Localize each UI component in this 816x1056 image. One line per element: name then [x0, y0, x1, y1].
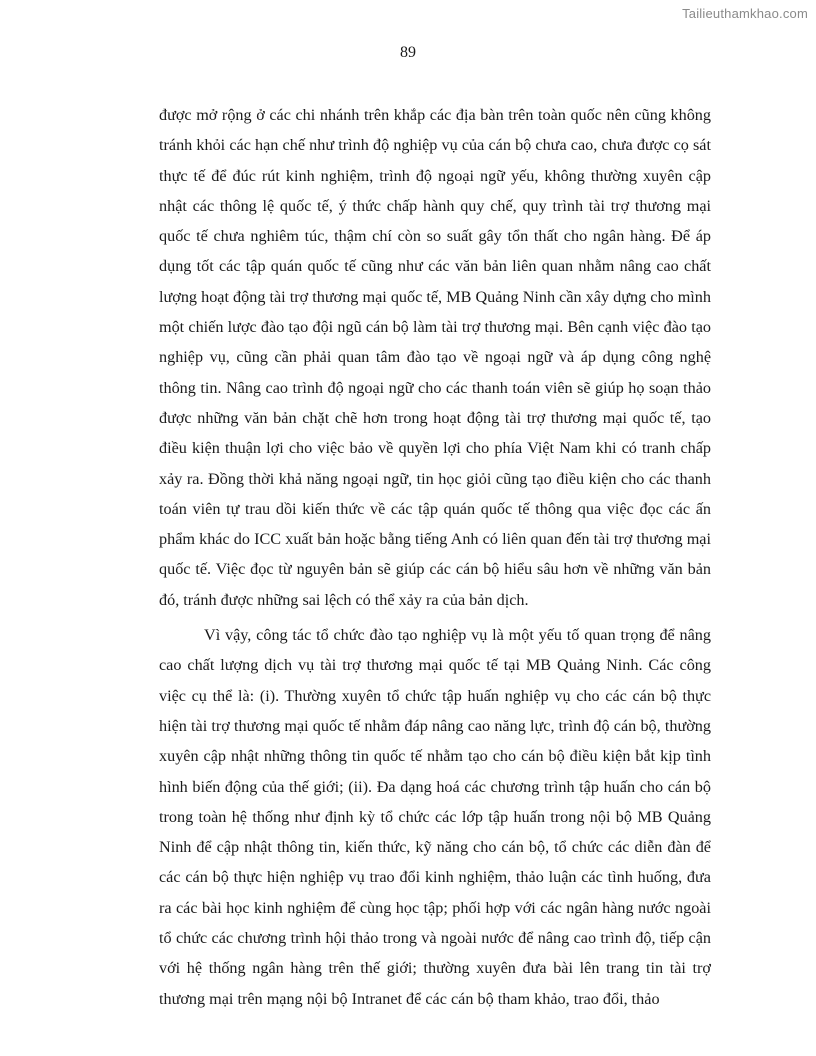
document-body — [159, 100, 711, 1014]
watermark: Tailieuthamkhao.com — [682, 6, 808, 21]
paragraph-continuation: được mở rộng ở các chi nhánh trên khắp các địa bàn trên toàn quốc nên cũng không tránh khỏi các hạn chế như trình độ nghiệp vụ của cán bộ chưa cao, chưa được cọ sát thực tế để đúc rút kinh nghiệm, trình độ ngoại ngữ yếu, không thường xuyên cập nhật các thông lệ quốc tế, ý thức chấp hành quy chế, quy trình tài trợ thương mại quốc tế chưa nghiêm túc, thậm chí còn so suất gây tổn thất cho ngân hàng. Để áp dụng tốt các tập quán quốc tế cũng như các văn bản liên quan nhằm nâng cao chất lượng hoạt động tài trợ thương mại quốc tế, MB Quảng Ninh cần xây dựng cho mình một chiến lược đào tạo đội ngũ cán bộ làm tài trợ thương mại. Bên cạnh việc đào tạo nghiệp vụ, cũng cần phải quan tâm đào tạo về ngoại ngữ và áp dụng công nghệ thông tin. Nâng cao trình độ ngoại ngữ cho các thanh toán viên sẽ giúp họ soạn thảo được những văn bản chặt chẽ hơn trong hoạt động tài trợ thương mại quốc tế, tạo điều kiện thuận lợi cho việc bảo về quyền lợi cho phía Việt Nam khi có tranh chấp xảy ra. Đồng thời khả năng ngoại ngữ, tin học giỏi cũng tạo điều kiện cho các thanh toán viên tự trau dồi kiến thức về các tập quán quốc tế thông qua việc đọc các ấn phẩm khác do ICC xuất bản hoặc bằng tiếng Anh có liên quan đến tài trợ thương mại quốc tế. Việc đọc từ nguyên bản sẽ giúp các cán bộ hiểu sâu hơn về những văn bản đó, tránh được những sai lệch có thể xảy ra của bản dịch. — [159, 106, 711, 609]
page-number: 89 — [400, 44, 416, 61]
paragraph-training-tasks: Vì vậy, công tác tổ chức đào tạo nghiệp vụ là một yếu tố quan trọng để nâng cao chất lượng dịch vụ tài trợ thương mại quốc tế tại MB Quảng Ninh. Các công việc cụ thể là: (i). Thường xuyên tổ chức tập huấn nghiệp vụ cho các cán bộ thực hiện tài trợ thương mại quốc tế nhằm đáp nâng cao năng lực, trình độ cán bộ, thường xuyên cập nhật những thông tin quốc tế nhằm tạo cho cán bộ điều kiện bắt kịp tình hình biến động của thế giới; (ii). Đa dạng hoá các chương trình tập huấn cho cán bộ trong toàn hệ thống như định kỳ tổ chức các lớp tập huấn trong nội bộ MB Quảng Ninh để cập nhật thông tin, kiến thức, kỹ năng cho cán bộ, tổ chức các diễn đàn để các cán bộ thực hiện nghiệp vụ trao đổi kinh nghiệm, thảo luận các tình huống, đưa ra các bài học kinh nghiệm để cùng học tập; phối hợp với các ngân hàng nước ngoài tổ chức các chương trình hội thảo trong và ngoài nước để nâng cao trình độ, tiếp cận với hệ thống ngân hàng trên thế giới; thường xuyên đưa bài lên trang tin tài trợ thương mại trên mạng nội bộ Intranet để các cán bộ tham khảo, trao đổi, thảo — [159, 626, 711, 1008]
